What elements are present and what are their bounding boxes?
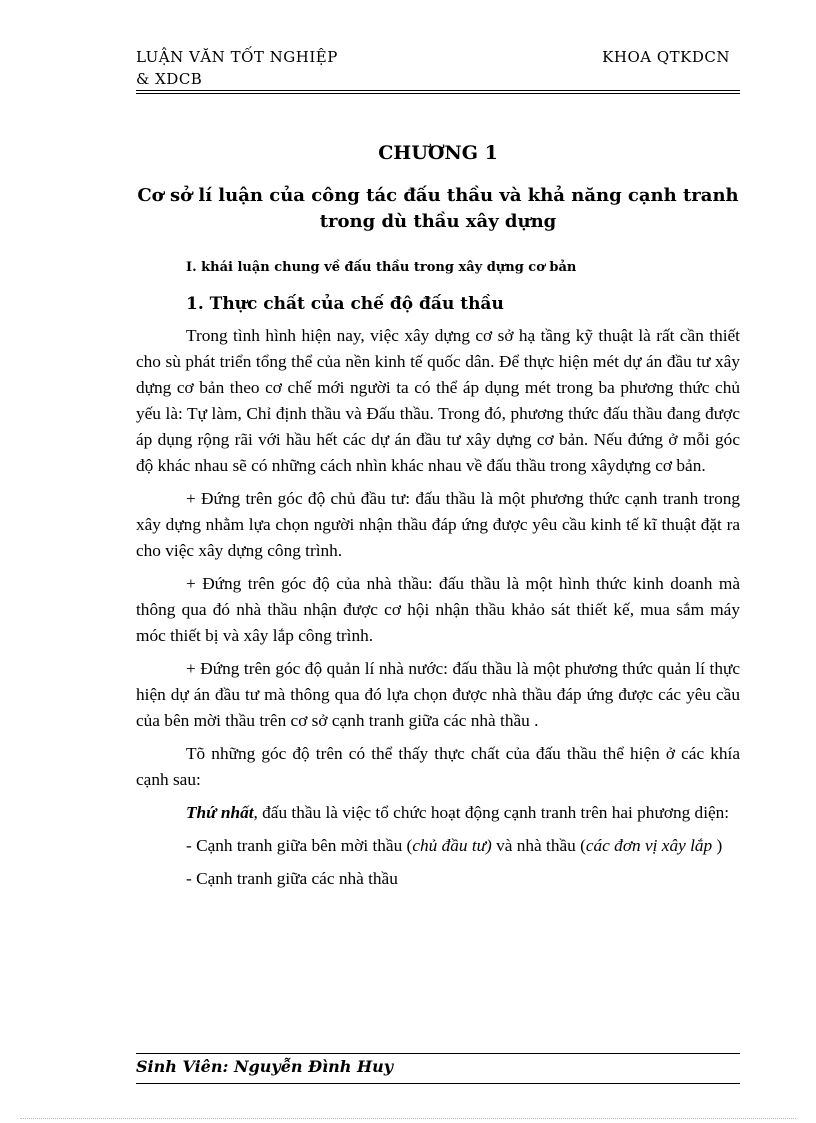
paragraph <box>136 800 740 826</box>
header-rule <box>136 90 740 91</box>
chapter-title-line2: trong dù thầu xây dựng <box>319 211 557 232</box>
page-edge <box>20 1118 796 1119</box>
footer-rule-thin <box>136 1083 740 1084</box>
paragraph-text: , đấu thầu là việc tổ chức hoạt động cạnh tranh trên hai phương diện: <box>253 803 730 822</box>
header-rule-thin <box>136 93 740 94</box>
paragraph: - Cạnh tranh giữa các nhà thầu <box>186 869 398 888</box>
body-text <box>136 323 740 892</box>
emphasis-first: Thứ nhất <box>186 803 254 822</box>
subsection-heading: 1. Thực chất của chế độ đấu thầu <box>186 294 504 314</box>
paragraph: + Đứng trên góc độ của nhà thầu: đấu thầu là một hình thức kinh doanh mà thông qua đó nhà thầu nhận được cơ hội nhận thầu khảo sát thiết kế, mua sắm máy móc thiết bị và xây lắp công trình. <box>136 574 740 645</box>
header-left-line1: LUẬN VĂN TỐT NGHIỆP <box>136 48 338 66</box>
section-heading: I. khái luận chung về đấu thầu trong xây dựng cơ bản <box>186 260 577 275</box>
paragraph: Trong tình hình hiện nay, việc xây dựng cơ sở hạ tầng kỹ thuật là rất cần thiết cho sù phát triển tổng thể của nền kinh tế quốc dân. Để thực hiện mét dự án đầu tư xây dựng cơ bản theo cơ chế mới người ta có thể áp dụng mét trong ba phương thức chủ yếu là: Tự làm, Chỉ định thầu và Đấu thầu. Trong đó, phương thức đấu thầu đang được áp dụng rộng rãi với hầu hết các dự án đầu tư xây dựng cơ bản. Nếu đứng ở mỗi góc độ khác nhau sẽ có những cách nhìn khác nhau về đấu thầu trong xâydựng cơ bản. <box>136 326 740 475</box>
italic-text: các đơn vị xây lắp <box>585 836 713 855</box>
chapter-title-line1: Cơ sở lí luận của công tác đấu thầu và khả năng cạnh tranh <box>137 185 739 206</box>
paragraph: Tõ những góc độ trên có thể thấy thực chất của đấu thầu thể hiện ở các khía cạnh sau: <box>136 744 740 789</box>
paragraph-text: và nhà thầu ( <box>491 836 586 855</box>
header-right: KHOA QTKDCN <box>602 48 730 66</box>
paragraph: + Đứng trên góc độ quản lí nhà nước: đấu thầu là một phương thức quản lí thực hiện dự án đầu tư mà thông qua đó lựa chọn được nhà thầu đáp ứng được các yêu cầu của bên mời thầu trên cơ sở cạnh tranh giữa các nhà thầu . <box>136 659 740 730</box>
page-footer: Sinh Viên: Nguyễn Đình Huy <box>136 1057 394 1076</box>
footer-rule <box>136 1053 740 1054</box>
paragraph <box>136 833 740 859</box>
italic-text: chủ đầu tư) <box>412 836 492 855</box>
chapter-heading: CHƯƠNG 1 <box>378 142 498 164</box>
paragraph-text: - Cạnh tranh giữa bên mời thầu ( <box>186 836 413 855</box>
paragraph-text: ) <box>712 836 723 855</box>
header-left-line2: & XDCB <box>136 70 203 88</box>
paragraph: + Đứng trên góc độ chủ đầu tư: đấu thầu là một phương thức cạnh tranh trong xây dựng nhằm lựa chọn người nhận thầu đáp ứng được yêu cầu kinh tế kĩ thuật đặt ra cho việc xây dựng công trình. <box>136 489 740 560</box>
chapter-title <box>136 183 740 235</box>
